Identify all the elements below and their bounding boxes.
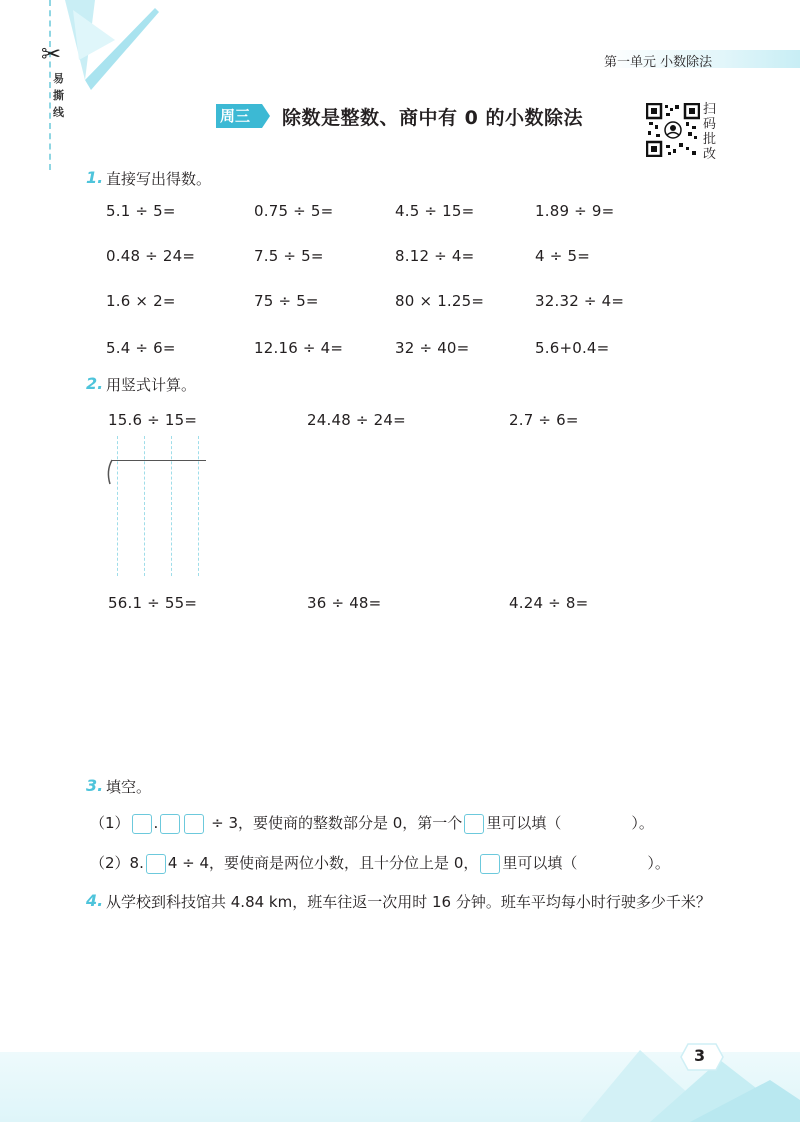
- scissors-icon: ✂: [41, 40, 62, 68]
- expression: 1.89 ÷ 9=: [535, 202, 615, 220]
- day-badge-label: 周三: [220, 107, 251, 125]
- expression: 2.7 ÷ 6=: [509, 411, 579, 429]
- expression: 7.5 ÷ 5=: [254, 247, 324, 265]
- section-1-number: 1.: [86, 168, 104, 187]
- expression: 1.6 × 2=: [106, 292, 176, 310]
- expression: 24.48 ÷ 24=: [307, 411, 406, 429]
- bottom-decoration: [520, 1040, 800, 1122]
- unit-header-text: 第一单元 小数除法: [604, 55, 713, 70]
- expression: 5.1 ÷ 5=: [106, 202, 176, 220]
- digit-guide-line: [144, 436, 145, 576]
- expression: 8.12 ÷ 4=: [395, 247, 475, 265]
- answer-box[interactable]: [464, 814, 484, 834]
- corner-swoosh-decoration: [55, 0, 185, 160]
- question-2-prefix: （2）8.: [90, 854, 144, 872]
- question-1-fill-prompt: 里可以填（: [486, 814, 562, 832]
- expression: 5.6+0.4=: [535, 339, 610, 357]
- question-2-fill-prompt: 里可以填（: [502, 854, 578, 872]
- answer-box[interactable]: [132, 814, 152, 834]
- expression: 0.48 ÷ 24=: [106, 247, 196, 265]
- answer-box[interactable]: [146, 854, 166, 874]
- expression: 0.75 ÷ 5=: [254, 202, 334, 220]
- section-4-number: 4.: [86, 891, 104, 910]
- page-title: 除数是整数、商中有 0 的小数除法: [282, 107, 583, 129]
- page-number: 3: [694, 1046, 706, 1065]
- long-division-bar: [112, 460, 206, 461]
- digit-guide-line: [117, 436, 118, 576]
- fill-blank-question-1: [90, 812, 654, 834]
- digit-guide-line: [198, 436, 199, 576]
- section-3-title: 填空。: [106, 778, 152, 796]
- tear-line: [49, 0, 51, 170]
- answer-box[interactable]: [480, 854, 500, 874]
- question-2-end: ）。: [647, 854, 670, 872]
- scan-to-grade-label: 扫码批改: [703, 102, 717, 162]
- question-2-text: 4 ÷ 4，要使商是两位小数，且十分位上是 0，: [167, 854, 479, 872]
- expression: 4 ÷ 5=: [535, 247, 590, 265]
- section-3-number: 3.: [86, 776, 104, 795]
- expression: 32 ÷ 40=: [395, 339, 470, 357]
- section-2-title: 用竖式计算。: [106, 376, 197, 394]
- expression: 36 ÷ 48=: [307, 594, 382, 612]
- expression: 15.6 ÷ 15=: [108, 411, 198, 429]
- expression: 56.1 ÷ 55=: [108, 594, 198, 612]
- answer-box[interactable]: [184, 814, 204, 834]
- expression: 32.32 ÷ 4=: [535, 292, 625, 310]
- digit-guide-line: [171, 436, 172, 576]
- question-1-text: ÷ 3，要使商的整数部分是 0，第一个: [211, 814, 463, 832]
- long-division-bracket: [104, 459, 114, 485]
- expression: 4.24 ÷ 8=: [509, 594, 589, 612]
- fill-blank-question-2: [90, 852, 670, 874]
- decimal-point: .: [153, 814, 159, 832]
- tear-line-label: 易撕线: [53, 72, 64, 119]
- answer-box[interactable]: [160, 814, 180, 834]
- expression: 5.4 ÷ 6=: [106, 339, 176, 357]
- qr-code-icon[interactable]: [646, 103, 700, 157]
- section-1-title: 直接写出得数。: [106, 170, 212, 188]
- question-1-prefix: （1）: [90, 814, 130, 832]
- expression: 4.5 ÷ 15=: [395, 202, 475, 220]
- question-1-end: ）。: [631, 814, 654, 832]
- expression: 80 × 1.25=: [395, 292, 485, 310]
- word-problem-text: 从学校到科技馆共 4.84 km，班车往返一次用时 16 分钟。班车平均每小时行驶多少千米？: [106, 893, 711, 911]
- section-2-number: 2.: [86, 374, 104, 393]
- expression: 75 ÷ 5=: [254, 292, 319, 310]
- expression: 12.16 ÷ 4=: [254, 339, 344, 357]
